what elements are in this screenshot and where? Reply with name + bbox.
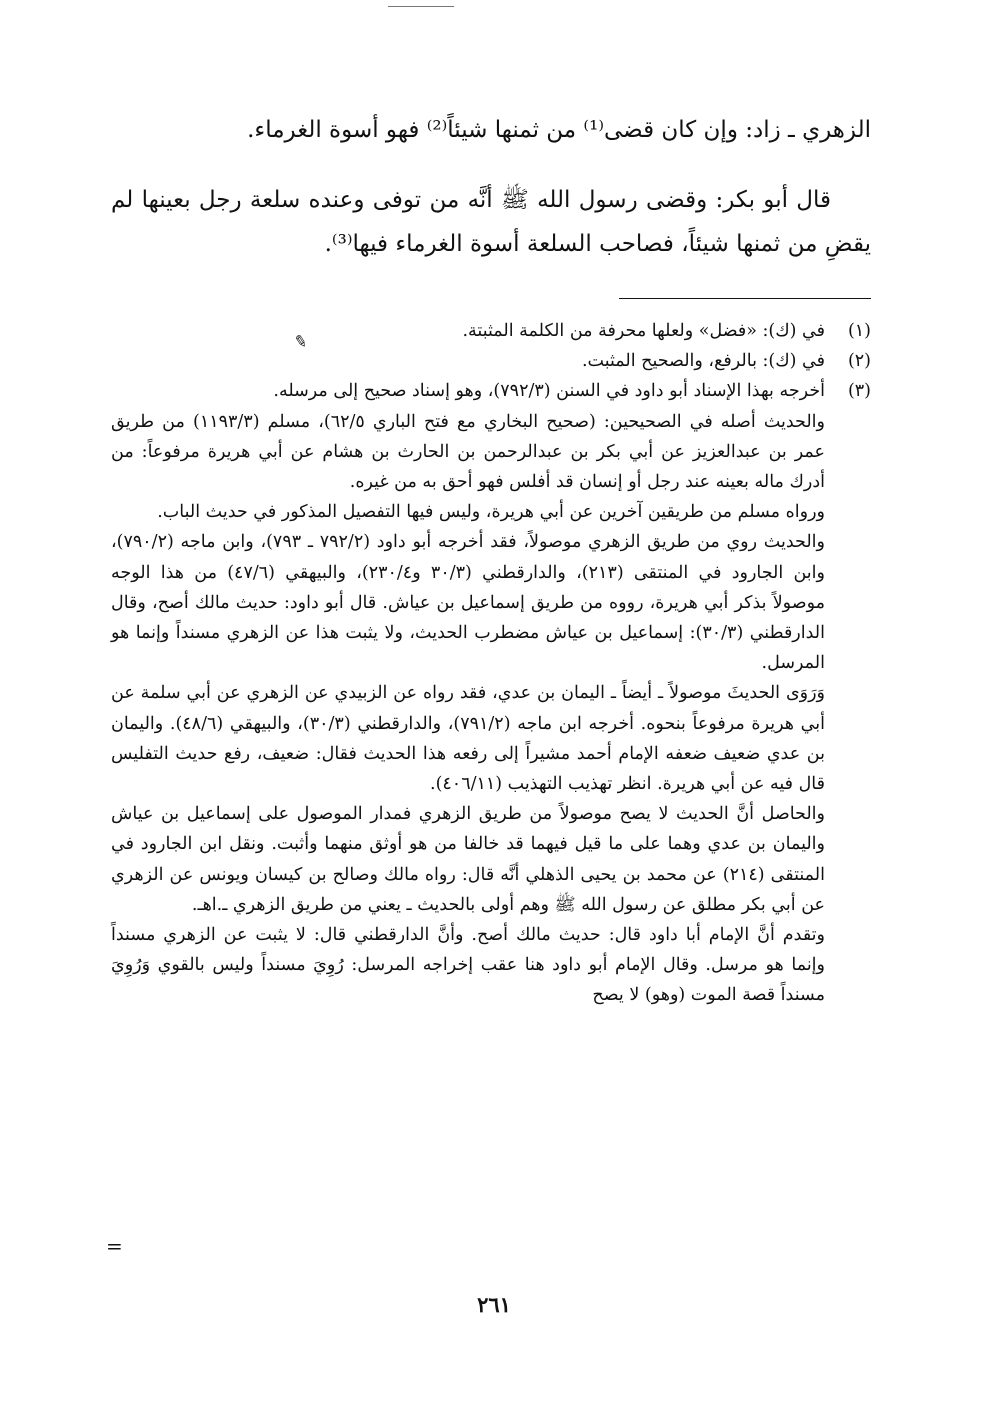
footnote-1 bbox=[111, 316, 871, 346]
footnote-2 bbox=[111, 346, 871, 376]
top-scan-line bbox=[388, 6, 454, 7]
footnote-body bbox=[111, 316, 825, 346]
page-number: ٢٦١ bbox=[477, 1292, 511, 1317]
footnote-body bbox=[111, 346, 825, 376]
footnotes-section bbox=[111, 316, 871, 1011]
footnote-paragraph: في (ك): «فضل» ولعلها محرفة من الكلمة المثبتة. bbox=[462, 321, 825, 341]
footnote-paragraph: وتقدم أنَّ الإمام أبا داود قال: حديث مالك أصح. وأنَّ الدارقطني قال: لا يثبت عن الزهري مسنداً وإنما هو مرسل. وقال الإمام أبو داود هنا عقب إخراجه المرسل: رُوِيَ مسنداً وليس بالقوي وَرُوِيَ مسنداً قصة الموت (وهو) لا يصح bbox=[111, 925, 825, 1006]
continuation-mark: = bbox=[106, 1234, 123, 1258]
ink-mark-icon: ✎ bbox=[292, 330, 310, 353]
footnote-number: (٣) bbox=[847, 381, 871, 402]
footnote-number: (١) bbox=[847, 321, 871, 341]
footnote-paragraph: وَرَوَى الحديثَ موصولاً ـ أيضاً ـ اليمان بن عدي، فقد رواه عن الزبيدي عن الزهري عن أبي سلمة عن أبي هريرة مرفوعاً بنحوه. أخرجه ابن ماجه (٧٩١/٢)، والدارقطني (٣٠/٣)، والبيهقي (٤٨/٦). واليمان بن عدي ضعيف ضعفه الإمام أحمد مشيراً إلى رفعه هذا الحديث فقال: ضعيف، رفع حديث التفليس قال فيه عن أبي هريرة. انظر تهذيب التهذيب (٤٠٦/١١). bbox=[111, 683, 825, 795]
footnote-paragraph: والحديث أصله في الصحيحين: (صحيح البخاري مع فتح الباري ٦٢/٥)، مسلم (١١٩٣/٣) من طريق عمر بن عبدالعزيز عن أبي بكر بن عبدالرحمن بن الحارث بن هشام عن أبي هريرة مرفوعاً: من أدرك ماله بعينه عند رجل أو إنسان قد أفلس فهو أحق به من غيره. bbox=[111, 411, 825, 493]
footnote-paragraph: والحديث روي من طريق الزهري موصولاً، فقد أخرجه أبو داود (٧٩٢/٢ ـ ٧٩٣)، وابن ماجه (٧٩٠/٢)، وابن الجارود في المنتقى (٢١٣)، والدارقطني (٣٠/٣ و٢٣٠/٤)، والبيهقي (٤٧/٦) من هذا الوجه موصولاً بذكر أبي هريرة، رووه من طريق إسماعيل بن عياش. قال أبو داود: حديث مالك أصح، وقال الدارقطني (٣٠/٣): إسماعيل بن عياش مضطرب الحديث، ولا يثبت هذا عن الزهري مسنداً وإنما هو المرسل. bbox=[111, 532, 825, 674]
main-paragraph-2: قال أبو بكر: وقضى رسول الله ﷺ أنَّه من توفى وعنده سلعة رجل بعينها لم يقضِ من ثمنها شيئاً، فصاحب السلعة أسوة الغرماء فيها⁽³⁾. bbox=[111, 187, 871, 257]
footnote-number: (٢) bbox=[847, 351, 871, 372]
footnote-paragraph: والحاصل أنَّ الحديث لا يصح موصولاً من طريق الزهري فمدار الموصول على إسماعيل بن عياش واليمان بن عدي وهما على ما قيل فيهما قد خالفا من هو أوثق منهما وأثبت. ونقل ابن الجارود في المنتقى (٢١٤) عن محمد بن يحيى الذهلي أنَّه قال: رواه مالك وصالح بن كيسان ويونس عن الزهري عن أبي بكر مطلق عن رسول الله ﷺ وهم أولى بالحديث ـ يعني من طريق الزهري ـ.اهـ. bbox=[111, 804, 825, 915]
footnote-paragraph: ورواه مسلم من طريقين آخرين عن أبي هريرة، وليس فيها التفصيل المذكور في حديث الباب. bbox=[157, 502, 825, 523]
footnote-3 bbox=[111, 376, 871, 1010]
footnote-body bbox=[111, 376, 825, 1010]
footnote-paragraph: أخرجه بهذا الإسناد أبو داود في السنن (٧٩٢/٣)، وهو إسناد صحيح إلى مرسله. bbox=[273, 381, 825, 402]
main-text-block bbox=[111, 108, 871, 266]
footnote-paragraph: في (ك): بالرفع، والصحيح المثبت. bbox=[581, 351, 825, 372]
footnote-separator bbox=[619, 298, 871, 299]
main-paragraph-1: الزهري ـ زاد: وإن كان قضى⁽¹⁾ من ثمنها شيئاً⁽²⁾ فهو أسوة الغرماء. bbox=[247, 117, 871, 143]
